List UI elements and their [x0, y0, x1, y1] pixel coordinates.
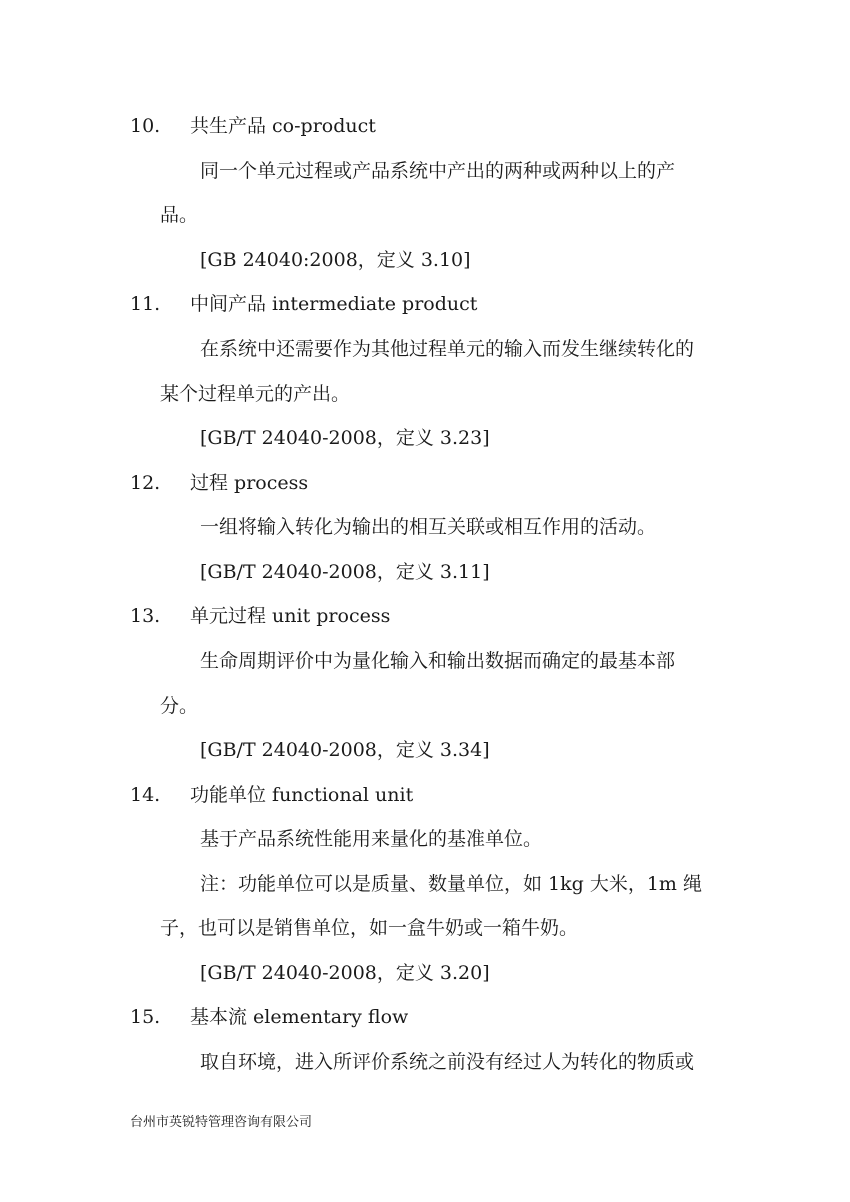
definition-line: 一组将输入转化为输出的相互关联或相互作用的活动。 — [200, 516, 657, 538]
footer-company-name: 台州市英锐特管理咨询有限公司 — [130, 1115, 313, 1130]
term-title: 共生产品 co-product — [190, 115, 376, 137]
term-number: 13. — [130, 605, 161, 627]
definition-line: 同一个单元过程或产品系统中产出的两种或两种以上的产 — [200, 160, 676, 182]
definition-line: 取自环境，进入所评价系统之前没有经过人为转化的物质或 — [200, 1051, 695, 1073]
term-heading — [130, 603, 390, 629]
note-line: 子，也可以是销售单位，如一盒牛奶或一箱牛奶。 — [160, 917, 579, 939]
term-number: 14. — [130, 784, 161, 806]
reference-citation: [GB/T 24040-2008，定义 3.11] — [200, 561, 490, 583]
term-heading — [130, 113, 376, 139]
definition-line: 基于产品系统性能用来量化的基准单位。 — [200, 828, 543, 850]
term-title: 中间产品 intermediate product — [190, 293, 478, 315]
reference-citation: [GB/T 24040-2008，定义 3.20] — [200, 962, 490, 984]
term-title: 过程 process — [190, 472, 309, 494]
reference-citation: [GB 24040:2008，定义 3.10] — [200, 249, 471, 271]
term-title: 基本流 elementary flow — [190, 1006, 409, 1028]
term-number: 11. — [130, 293, 161, 315]
reference-citation: [GB/T 24040-2008，定义 3.23] — [200, 427, 490, 449]
term-title: 功能单位 functional unit — [190, 784, 414, 806]
term-number: 12. — [130, 472, 161, 494]
definition-line: 在系统中还需要作为其他过程单元的输入而发生继续转化的 — [200, 338, 695, 360]
term-number: 10. — [130, 115, 161, 137]
definition-line: 品。 — [160, 204, 199, 226]
term-heading — [130, 291, 477, 317]
term-heading — [130, 470, 308, 496]
term-number: 15. — [130, 1006, 161, 1028]
term-title: 单元过程 unit process — [190, 605, 391, 627]
definition-line: 生命周期评价中为量化输入和输出数据而确定的最基本部 — [200, 650, 676, 672]
definition-line: 分。 — [160, 695, 199, 717]
note-line: 注：功能单位可以是质量、数量单位，如 1kg 大米，1m 绳 — [200, 873, 702, 895]
definition-line: 某个过程单元的产出。 — [160, 383, 351, 405]
term-heading — [130, 782, 413, 808]
reference-citation: [GB/T 24040-2008，定义 3.34] — [200, 739, 490, 761]
term-heading — [130, 1004, 408, 1030]
